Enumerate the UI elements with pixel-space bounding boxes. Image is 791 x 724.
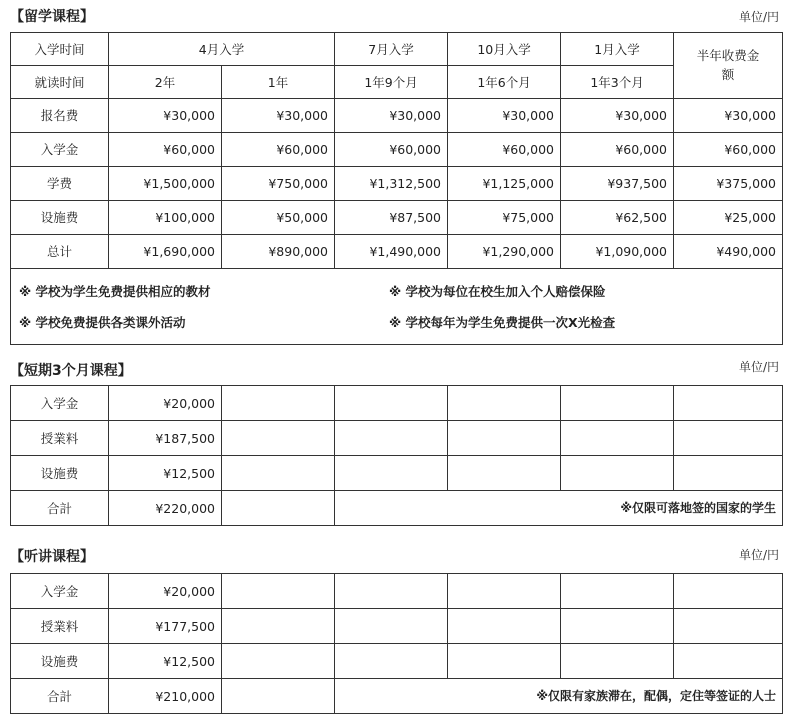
- audit-unit-label: 单位/円: [738, 548, 779, 562]
- fee-cell: ¥25,000: [674, 201, 783, 235]
- note-textbooks: ※ 学校为学生免费提供相应的教材: [19, 283, 211, 299]
- fee-cell: ¥60,000: [222, 133, 335, 167]
- fee-cell: ¥60,000: [109, 133, 222, 167]
- fee-cell: ¥1,125,000: [448, 167, 561, 201]
- fee-cell: ¥490,000: [674, 235, 783, 269]
- fee-row-label: 报名费: [11, 99, 109, 133]
- fee-row-label: 入学金: [11, 133, 109, 167]
- fee-row-tuition: [11, 167, 783, 201]
- audit-row-total: [11, 679, 783, 714]
- audit-fee-table: [10, 573, 783, 714]
- fee-cell: ¥30,000: [448, 99, 561, 133]
- note-insurance: ※ 学校为每位在校生加入个人赔偿保险: [389, 283, 606, 299]
- fee-cell: ¥60,000: [448, 133, 561, 167]
- audit-row-tuition: [11, 609, 783, 644]
- fee-cell: ¥937,500: [561, 167, 674, 201]
- notes-cell: [11, 269, 783, 345]
- audit-row-value: ¥12,500: [109, 644, 222, 679]
- enroll-time-label: 入学时间: [11, 33, 109, 66]
- fee-cell: ¥1,312,500: [335, 167, 448, 201]
- note-xray: ※ 学校每年为学生免费提供一次X光检查: [389, 314, 616, 330]
- fee-cell: ¥1,090,000: [561, 235, 674, 269]
- fee-cell: ¥60,000: [561, 133, 674, 167]
- fee-cell: ¥100,000: [109, 201, 222, 235]
- fee-cell: ¥750,000: [222, 167, 335, 201]
- notes-grid: [15, 278, 778, 336]
- fee-cell: ¥1,490,000: [335, 235, 448, 269]
- fee-row-total: [11, 235, 783, 269]
- short-course-title: 【短期3个月课程】: [10, 363, 132, 379]
- intake-january: 1月入学: [561, 33, 674, 66]
- duration-2y: 2年: [109, 66, 222, 99]
- fee-cell: ¥1,290,000: [448, 235, 561, 269]
- fee-cell: ¥75,000: [448, 201, 561, 235]
- notes-row: [11, 269, 783, 345]
- duration-1y: 1年: [222, 66, 335, 99]
- duration-row: [11, 66, 783, 99]
- audit-row-admission: [11, 574, 783, 609]
- study-course-title: 【留学课程】: [10, 9, 94, 25]
- short-row-label: 入学金: [11, 386, 109, 421]
- audit-row-facility: [11, 644, 783, 679]
- short-row-value: ¥20,000: [109, 386, 222, 421]
- fee-cell: ¥375,000: [674, 167, 783, 201]
- audit-row-value: ¥177,500: [109, 609, 222, 644]
- fee-row-label: 学费: [11, 167, 109, 201]
- short-unit-label: 单位/円: [738, 360, 779, 374]
- enroll-time-row: [11, 33, 783, 66]
- study-fee-table: [10, 32, 783, 345]
- audit-row-label: 设施费: [11, 644, 109, 679]
- fee-cell: ¥62,500: [561, 201, 674, 235]
- intake-october: 10月入学: [448, 33, 561, 66]
- fee-cell: ¥1,690,000: [109, 235, 222, 269]
- fee-cell: ¥87,500: [335, 201, 448, 235]
- fee-cell: ¥60,000: [674, 133, 783, 167]
- fee-cell: ¥30,000: [335, 99, 448, 133]
- fee-row-label: 设施费: [11, 201, 109, 235]
- fee-row-label: 总计: [11, 235, 109, 269]
- audit-row-label: 合計: [11, 679, 109, 714]
- fee-cell: ¥60,000: [335, 133, 448, 167]
- audit-row-value: ¥20,000: [109, 574, 222, 609]
- short-fee-table: [10, 385, 783, 526]
- intake-april: 4月入学: [109, 33, 335, 66]
- short-row-tuition: [11, 421, 783, 456]
- duration-1y6m: 1年6个月: [448, 66, 561, 99]
- half-year-fee-header: 半年收费金额: [674, 33, 783, 99]
- short-row-value: ¥220,000: [109, 491, 222, 526]
- audit-row-value: ¥210,000: [109, 679, 222, 714]
- intake-july: 7月入学: [335, 33, 448, 66]
- note-activities: ※ 学校免费提供各类课外活动: [19, 314, 186, 330]
- audit-course-title: 【听讲课程】: [10, 549, 94, 565]
- short-row-label: 设施费: [11, 456, 109, 491]
- short-row-value: ¥12,500: [109, 456, 222, 491]
- fee-row-application: [11, 99, 783, 133]
- duration-label: 就读时间: [11, 66, 109, 99]
- fee-cell: ¥30,000: [674, 99, 783, 133]
- audit-footnote: ※仅限有家族滞在，配偶，定住等签证的人士: [335, 679, 783, 714]
- short-row-value: ¥187,500: [109, 421, 222, 456]
- fee-row-facility: [11, 201, 783, 235]
- short-footnote: ※仅限可落地签的国家的学生: [335, 491, 783, 526]
- fee-cell: ¥30,000: [222, 99, 335, 133]
- short-row-admission: [11, 386, 783, 421]
- short-row-facility: [11, 456, 783, 491]
- duration-1y3m: 1年3个月: [561, 66, 674, 99]
- fee-cell: ¥30,000: [561, 99, 674, 133]
- fee-cell: ¥30,000: [109, 99, 222, 133]
- fee-row-admission: [11, 133, 783, 167]
- short-row-label: 授業料: [11, 421, 109, 456]
- study-unit-label: 单位/円: [738, 10, 779, 24]
- fee-cell: ¥1,500,000: [109, 167, 222, 201]
- fee-cell: ¥50,000: [222, 201, 335, 235]
- audit-row-label: 入学金: [11, 574, 109, 609]
- duration-1y9m: 1年9个月: [335, 66, 448, 99]
- fee-cell: ¥890,000: [222, 235, 335, 269]
- audit-row-label: 授業料: [11, 609, 109, 644]
- short-row-label: 合計: [11, 491, 109, 526]
- short-row-total: [11, 491, 783, 526]
